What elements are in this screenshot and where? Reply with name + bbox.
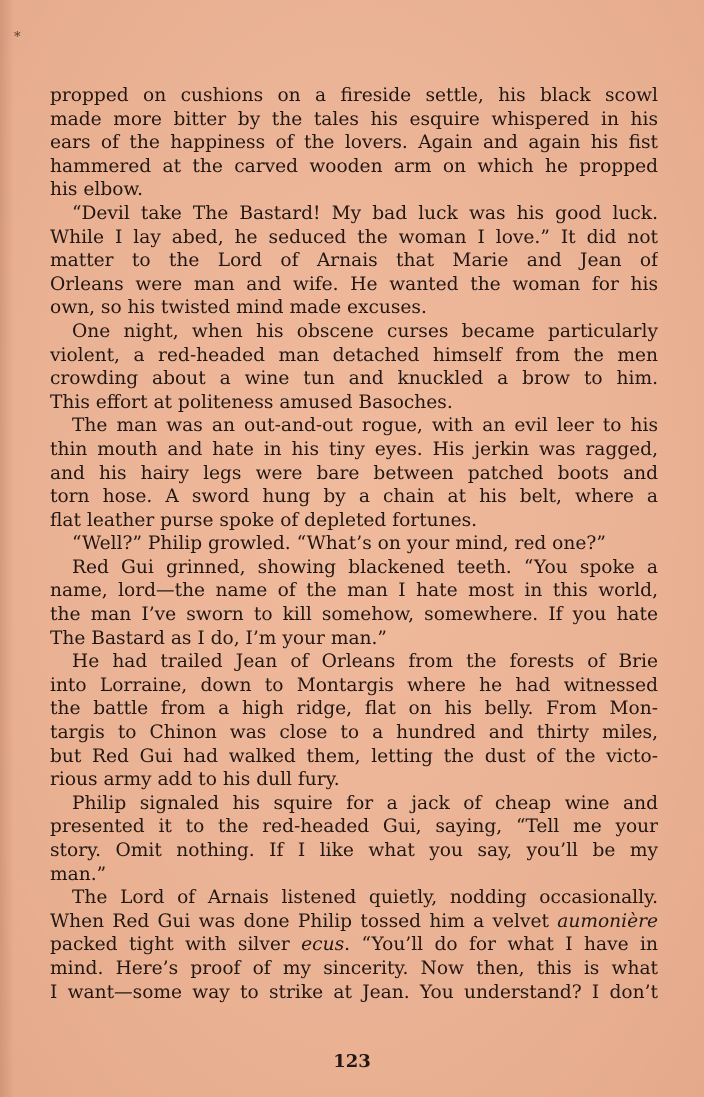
text-line: This effort at politeness amused Basoches.: [50, 391, 453, 413]
text-line: targis to Chinon was close to a hundred and thirty miles,: [50, 722, 658, 744]
text-line: The Bastard as I do, I’m your man.”: [50, 627, 387, 649]
text-line: his elbow.: [50, 179, 144, 201]
text-line: I want—some way to strike at Jean. You understand? I don’t: [50, 981, 658, 1003]
text-line: ears of the happiness of the lovers. Again and again his fist: [50, 132, 658, 154]
text-line: violent, a red-headed man detached himself from the men: [50, 344, 658, 366]
text-line: propped on cushions on a fireside settle, his black scowl: [50, 85, 658, 106]
text-line: While I lay abed, he seduced the woman I love.” It did not: [50, 226, 658, 248]
text-line: presented it to the red-headed Gui, saying, “Tell me your: [50, 816, 658, 838]
corner-mark: *: [14, 30, 21, 45]
text-line: matter to the Lord of Arnais that Marie and Jean of: [50, 250, 658, 272]
text-line: torn hose. A sword hung by a chain at his belt, where a: [50, 486, 658, 508]
text-line: story. Omit nothing. If I like what you say, you’ll be my: [50, 840, 658, 861]
page-number: 123: [333, 1051, 371, 1072]
text-line: hammered at the carved wooden arm on which he propped: [50, 155, 658, 177]
text-line: flat leather purse spoke of depleted fortunes.: [50, 509, 478, 531]
body-text: [50, 84, 658, 1004]
text-line: own, so his twisted mind made excuses.: [50, 297, 427, 319]
text-line: Philip signaled his squire for a jack of cheap wine and: [72, 792, 658, 814]
text-line: He had trailed Jean of Orleans from the forests of Brie: [72, 651, 658, 673]
text-line: The Lord of Arnais listened quietly, nodding occasionally.: [72, 887, 658, 909]
text-line: into Lorraine, down to Montargis where he had witnessed: [50, 674, 658, 696]
text-line: Red Gui grinned, showing blackened teeth. “You spoke a: [72, 556, 658, 578]
text-line: the battle from a high ridge, flat on his belly. From Mon-: [50, 698, 658, 720]
text-line: crowding about a wine tun and knuckled a brow to him.: [50, 368, 658, 390]
text-line: the man I’ve sworn to kill somehow, somewhere. If you hate: [50, 604, 658, 626]
text-line: “Devil take The Bastard! My bad luck was his good luck.: [72, 202, 658, 224]
text-line: “Well?” Philip growled. “What’s on your mind, red one?”: [72, 533, 606, 555]
text-line: When Red Gui was done Philip tossed him a velvet aumonière: [50, 910, 658, 932]
text-line: name, lord—the name of the man I hate most in this world,: [50, 580, 658, 602]
binding-shadow: [0, 0, 14, 1097]
text-line: but Red Gui had walked them, letting the dust of the victo-: [50, 745, 658, 767]
text-line: made more bitter by the tales his esquire whispered in his: [50, 108, 658, 130]
text-line: packed tight with silver ecus. “You’ll do for what I have in: [50, 934, 658, 956]
text-line: and his hairy legs were bare between patched boots and: [50, 462, 658, 484]
text-line: The man was an out-and-out rogue, with an evil leer to his: [72, 415, 658, 437]
text-line: Orleans were man and wife. He wanted the woman for his: [50, 273, 658, 295]
text-line: One night, when his obscene curses became particularly: [72, 320, 658, 342]
text-line: thin mouth and hate in his tiny eyes. His jerkin was ragged,: [50, 438, 658, 460]
text-line: man.”: [50, 863, 107, 885]
text-line: rious army add to his dull fury.: [50, 769, 340, 791]
text-line: mind. Here’s proof of my sincerity. Now then, this is what: [50, 957, 658, 979]
